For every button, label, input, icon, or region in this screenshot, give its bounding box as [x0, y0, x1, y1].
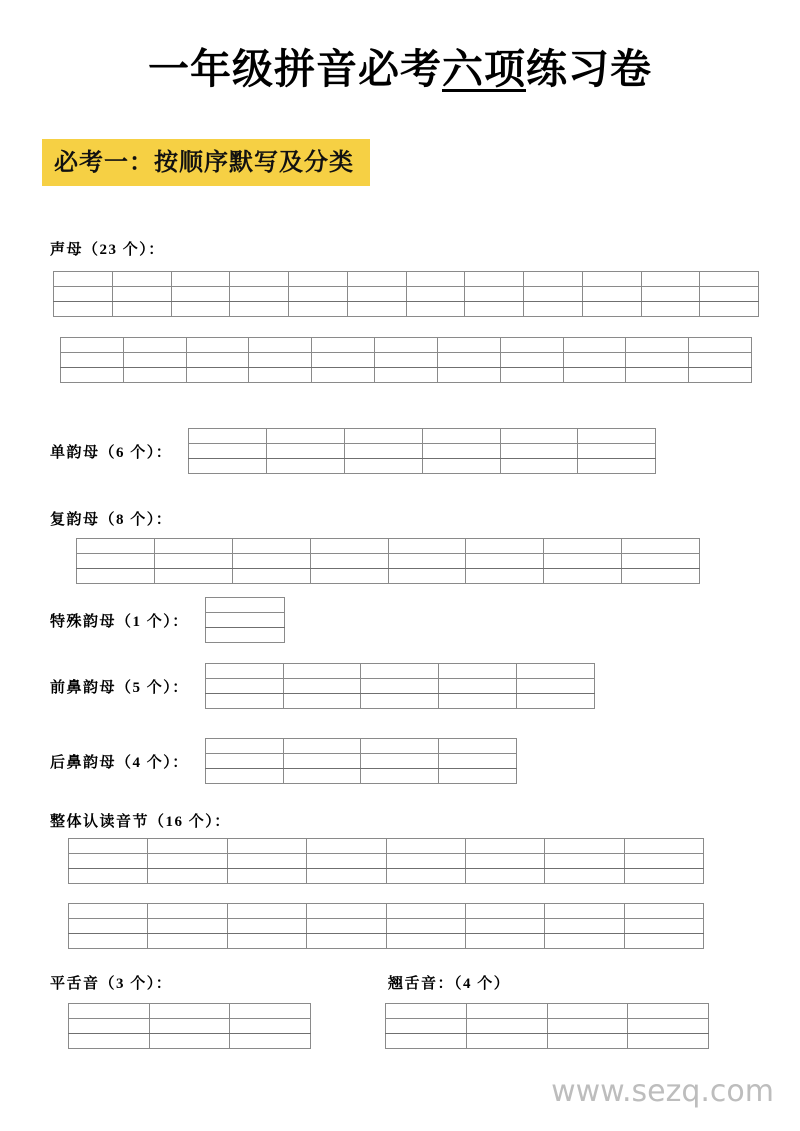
pinyin-grid-cell[interactable]	[388, 569, 466, 584]
pinyin-grid-cell[interactable]	[112, 302, 171, 317]
pinyin-grid-cell[interactable]	[232, 539, 310, 554]
pinyin-grid-cell[interactable]	[307, 919, 386, 934]
pinyin-grid-cell[interactable]	[626, 368, 689, 383]
pinyin-grid-row	[69, 869, 704, 884]
pinyin-grid-cell[interactable]	[689, 353, 752, 368]
pinyin-grid-cell[interactable]	[230, 1004, 311, 1019]
fuyunmu-grid-wrap	[76, 538, 700, 584]
pinyin-grid-cell[interactable]	[641, 302, 700, 317]
pinyin-grid-cell[interactable]	[205, 694, 283, 709]
qianbiyunmu-row	[50, 663, 595, 709]
pinyin-grid-row	[61, 338, 752, 353]
pinyin-grid-cell[interactable]	[439, 664, 517, 679]
pinyin-grid-cell[interactable]	[149, 1019, 230, 1034]
pinyin-grid[interactable]	[205, 597, 285, 643]
pinyin-grid-cell[interactable]	[500, 444, 578, 459]
pinyin-grid-cell[interactable]	[545, 854, 624, 869]
pinyin-grid[interactable]	[60, 337, 752, 383]
pinyin-grid-cell[interactable]	[347, 287, 406, 302]
pinyin-grid-cell[interactable]	[547, 1019, 628, 1034]
pinyin-grid-cell[interactable]	[227, 934, 306, 949]
pinyin-grid-cell[interactable]	[641, 287, 700, 302]
pinyin-grid-cell[interactable]	[524, 302, 583, 317]
pinyin-grid-cell[interactable]	[148, 904, 227, 919]
teshuyunmu-label: 特殊韵母（1 个）：	[50, 613, 189, 630]
fuyunmu-label: 复韵母（8 个）：	[50, 512, 173, 528]
pinyin-grid-cell[interactable]	[544, 539, 622, 554]
pinyin-grid-cell[interactable]	[112, 272, 171, 287]
pinyin-grid-cell[interactable]	[205, 613, 284, 628]
pinyin-grid-cell[interactable]	[227, 854, 306, 869]
section-banner-label: 必考一：按顺序默写及分类	[42, 139, 370, 186]
pinyin-grid-row	[69, 934, 704, 949]
pinyin-grid-row	[205, 664, 594, 679]
pinyin-grid-cell[interactable]	[624, 904, 703, 919]
pinyin-grid-cell[interactable]	[563, 353, 626, 368]
pinyin-grid-cell[interactable]	[69, 854, 148, 869]
qiaoshe-label: 翘舌音：（4 个）	[388, 976, 511, 992]
pinyin-grid-cell[interactable]	[361, 679, 439, 694]
pinyin-grid-cell[interactable]	[230, 287, 289, 302]
pinyin-grid-cell[interactable]	[307, 904, 386, 919]
pinyin-grid-cell[interactable]	[283, 739, 361, 754]
pinyin-grid-cell[interactable]	[563, 368, 626, 383]
pinyin-grid-cell[interactable]	[466, 1004, 547, 1019]
pinyin-grid-cell[interactable]	[310, 554, 388, 569]
fuyunmu-label-wrap	[50, 508, 172, 529]
pinyin-grid-cell[interactable]	[624, 919, 703, 934]
pinyin-grid-cell[interactable]	[622, 569, 700, 584]
pinyin-grid-cell[interactable]	[230, 302, 289, 317]
pinyin-grid-cell[interactable]	[524, 287, 583, 302]
pinyin-grid-row	[205, 739, 516, 754]
pinyin-grid-cell[interactable]	[148, 934, 227, 949]
pinyin-grid-cell[interactable]	[465, 302, 524, 317]
pinyin-grid-row	[69, 854, 704, 869]
pinyin-grid-cell[interactable]	[700, 272, 759, 287]
pinyin-grid-cell[interactable]	[61, 368, 124, 383]
pinyin-grid-cell[interactable]	[386, 839, 465, 854]
pinyin-grid-cell[interactable]	[283, 694, 361, 709]
pinyin-grid-cell[interactable]	[205, 664, 283, 679]
pinyin-grid-cell[interactable]	[312, 353, 375, 368]
pinyin-grid-row	[205, 694, 594, 709]
pinyin-grid-cell[interactable]	[624, 839, 703, 854]
pinyin-grid-cell[interactable]	[465, 919, 544, 934]
pinyin-grid-cell[interactable]	[171, 287, 230, 302]
pinyin-grid-cell[interactable]	[500, 338, 563, 353]
pingshe-label-wrap	[50, 972, 172, 993]
pinyin-grid-cell[interactable]	[578, 444, 656, 459]
pinyin-grid-cell[interactable]	[267, 459, 345, 474]
pinyin-grid-cell[interactable]	[524, 272, 583, 287]
pinyin-grid-cell[interactable]	[375, 353, 438, 368]
pinyin-grid-row	[61, 353, 752, 368]
pinyin-grid-cell[interactable]	[154, 569, 232, 584]
pinyin-grid-cell[interactable]	[123, 368, 186, 383]
pinyin-grid-cell[interactable]	[544, 569, 622, 584]
shengmu-grid-row-2	[60, 337, 752, 383]
pinyin-grid-cell[interactable]	[689, 338, 752, 353]
pinyin-grid-cell[interactable]	[622, 554, 700, 569]
page-title-part-2: 练习卷	[526, 45, 652, 93]
pinyin-grid-cell[interactable]	[112, 287, 171, 302]
pinyin-grid-cell[interactable]	[312, 338, 375, 353]
pinyin-grid-cell[interactable]	[307, 869, 386, 884]
pinyin-grid[interactable]	[76, 538, 700, 584]
pinyin-grid-cell[interactable]	[148, 869, 227, 884]
zhengtirendu-grid-row-2	[68, 903, 704, 949]
pinyin-grid-cell[interactable]	[388, 554, 466, 569]
pinyin-grid-cell[interactable]	[312, 368, 375, 383]
pinyin-grid-row	[189, 444, 656, 459]
pinyin-grid-row	[61, 368, 752, 383]
pinyin-grid-cell[interactable]	[545, 919, 624, 934]
pinyin-grid-cell[interactable]	[283, 754, 361, 769]
pinyin-grid-cell[interactable]	[148, 854, 227, 869]
pinyin-grid-cell[interactable]	[61, 338, 124, 353]
pinyin-grid[interactable]	[205, 738, 517, 784]
pinyin-grid-row	[69, 904, 704, 919]
pinyin-grid-cell[interactable]	[227, 839, 306, 854]
pinyin-grid-row	[205, 613, 284, 628]
pinyin-grid-cell[interactable]	[171, 272, 230, 287]
pinyin-grid-cell[interactable]	[689, 368, 752, 383]
pinyin-grid-cell[interactable]	[69, 919, 148, 934]
pinyin-grid-row	[54, 302, 759, 317]
pinyin-grid-cell[interactable]	[205, 679, 283, 694]
pinyin-grid-cell[interactable]	[289, 287, 348, 302]
pinyin-grid-cell[interactable]	[344, 429, 422, 444]
pinyin-grid-cell[interactable]	[307, 839, 386, 854]
pinyin-grid-cell[interactable]	[500, 353, 563, 368]
pinyin-grid-cell[interactable]	[230, 1019, 311, 1034]
pinyin-grid-cell[interactable]	[439, 769, 517, 784]
pinyin-grid-cell[interactable]	[283, 664, 361, 679]
pinyin-grid-cell[interactable]	[516, 679, 594, 694]
zhengtirendu-label: 整体认读音节（16 个）：	[50, 814, 231, 830]
pinyin-grid-cell[interactable]	[227, 904, 306, 919]
pinyin-grid-cell[interactable]	[386, 869, 465, 884]
pinyin-grid-cell[interactable]	[547, 1004, 628, 1019]
houbiyunmu-row	[50, 738, 517, 784]
pinyin-grid-cell[interactable]	[545, 934, 624, 949]
pinyin-grid-cell[interactable]	[205, 754, 283, 769]
pinyin-grid-cell[interactable]	[465, 934, 544, 949]
pinyin-grid-cell[interactable]	[289, 302, 348, 317]
pinyin-grid-cell[interactable]	[123, 338, 186, 353]
pinyin-grid-cell[interactable]	[230, 272, 289, 287]
pinyin-grid-cell[interactable]	[267, 444, 345, 459]
site-watermark: www.sezq.com	[551, 1074, 774, 1109]
pinyin-grid-cell[interactable]	[283, 769, 361, 784]
pinyin-grid-cell[interactable]	[69, 904, 148, 919]
pinyin-grid-cell[interactable]	[149, 1034, 230, 1049]
pinyin-grid-cell[interactable]	[249, 353, 312, 368]
pinyin-grid-cell[interactable]	[61, 353, 124, 368]
pinyin-grid-cell[interactable]	[500, 429, 578, 444]
pinyin-grid-cell[interactable]	[375, 368, 438, 383]
page-title-part-1: 一年级拼音必考	[148, 45, 442, 93]
pinyin-grid-cell[interactable]	[386, 854, 465, 869]
pinyin-grid-row	[69, 1004, 311, 1019]
pinyin-grid-cell[interactable]	[628, 1034, 709, 1049]
pinyin-grid-cell[interactable]	[310, 539, 388, 554]
pinyin-grid-cell[interactable]	[189, 429, 267, 444]
pinyin-grid-cell[interactable]	[626, 338, 689, 353]
pinyin-grid[interactable]	[188, 428, 656, 474]
pinyin-grid-cell[interactable]	[149, 1004, 230, 1019]
teshuyunmu-row	[50, 597, 285, 643]
pinyin-grid-cell[interactable]	[406, 302, 465, 317]
pinyin-grid-cell[interactable]	[148, 839, 227, 854]
pinyin-grid-cell[interactable]	[249, 368, 312, 383]
pinyin-grid-cell[interactable]	[437, 368, 500, 383]
pinyin-grid-cell[interactable]	[545, 869, 624, 884]
pinyin-grid-cell[interactable]	[544, 554, 622, 569]
page-title-underlined-part: 六项	[442, 45, 526, 93]
pinyin-grid-cell[interactable]	[500, 368, 563, 383]
pingshe-label: 平舌音（3 个）：	[50, 976, 173, 992]
pinyin-grid-row	[386, 1019, 709, 1034]
pinyin-grid-cell[interactable]	[69, 839, 148, 854]
zhengtirendu-grid-row-1	[68, 838, 704, 884]
pinyin-grid-cell[interactable]	[439, 679, 517, 694]
shengmu-grid-row-1	[53, 271, 759, 317]
pinyin-grid-cell[interactable]	[54, 287, 113, 302]
pinyin-grid-cell[interactable]	[347, 272, 406, 287]
pinyin-grid[interactable]	[53, 271, 759, 317]
pinyin-grid-cell[interactable]	[466, 569, 544, 584]
pinyin-grid-cell[interactable]	[628, 1019, 709, 1034]
pinyin-grid-cell[interactable]	[375, 338, 438, 353]
pinyin-grid-cell[interactable]	[578, 429, 656, 444]
pinyin-grid-cell[interactable]	[466, 1019, 547, 1034]
pinyin-grid[interactable]	[68, 838, 704, 884]
pinyin-grid-cell[interactable]	[69, 1019, 150, 1034]
pinyin-grid-cell[interactable]	[466, 539, 544, 554]
pinyin-grid-row	[205, 754, 516, 769]
pinyin-grid-cell[interactable]	[386, 919, 465, 934]
pinyin-grid-cell[interactable]	[437, 353, 500, 368]
pinyin-grid-row	[205, 679, 594, 694]
pinyin-grid-cell[interactable]	[465, 272, 524, 287]
pinyin-grid-row	[54, 287, 759, 302]
pinyin-grid-cell[interactable]	[386, 1019, 467, 1034]
pinyin-grid-cell[interactable]	[205, 769, 283, 784]
pinyin-grid-cell[interactable]	[148, 919, 227, 934]
qiaoshe-label-wrap	[388, 972, 510, 993]
pingshe-grid-wrap	[68, 1003, 311, 1049]
pinyin-grid-cell[interactable]	[267, 429, 345, 444]
pinyin-grid-cell[interactable]	[406, 272, 465, 287]
pinyin-grid-cell[interactable]	[386, 1034, 467, 1049]
pinyin-grid-cell[interactable]	[516, 694, 594, 709]
danyunmu-row	[50, 428, 656, 474]
pinyin-grid-cell[interactable]	[388, 539, 466, 554]
pinyin-grid-cell[interactable]	[465, 287, 524, 302]
pinyin-grid-cell[interactable]	[227, 869, 306, 884]
pinyin-grid-cell[interactable]	[516, 664, 594, 679]
pinyin-grid-row	[386, 1004, 709, 1019]
pinyin-grid-cell[interactable]	[624, 869, 703, 884]
pinyin-grid-cell[interactable]	[439, 694, 517, 709]
pinyin-grid-cell[interactable]	[154, 554, 232, 569]
pinyin-grid-cell[interactable]	[361, 664, 439, 679]
zhengtirendu-label-wrap	[50, 810, 231, 831]
pinyin-grid-cell[interactable]	[500, 459, 578, 474]
pinyin-grid-row	[77, 554, 700, 569]
pinyin-grid-cell[interactable]	[622, 539, 700, 554]
pinyin-grid-row	[69, 919, 704, 934]
pinyin-grid-row	[205, 628, 284, 643]
pinyin-grid-cell[interactable]	[361, 694, 439, 709]
pinyin-grid-cell[interactable]	[227, 919, 306, 934]
page-title	[148, 44, 652, 95]
pinyin-grid-cell[interactable]	[123, 353, 186, 368]
pinyin-grid-cell[interactable]	[624, 934, 703, 949]
pinyin-grid-row	[205, 598, 284, 613]
pinyin-grid-cell[interactable]	[54, 272, 113, 287]
page-title-area	[0, 0, 800, 95]
section-banner-row	[0, 139, 800, 186]
pinyin-grid-cell[interactable]	[624, 854, 703, 869]
pinyin-grid-cell[interactable]	[466, 554, 544, 569]
pinyin-grid-cell[interactable]	[700, 287, 759, 302]
pinyin-grid-cell[interactable]	[582, 287, 641, 302]
pinyin-grid-cell[interactable]	[439, 739, 517, 754]
qiaoshe-grid-wrap	[385, 1003, 709, 1049]
pinyin-grid-row	[189, 459, 656, 474]
pinyin-grid-cell[interactable]	[626, 353, 689, 368]
pinyin-grid-row	[69, 1019, 311, 1034]
pinyin-grid-cell[interactable]	[439, 754, 517, 769]
pinyin-grid-cell[interactable]	[386, 934, 465, 949]
qianbiyunmu-label: 前鼻韵母（5 个）：	[50, 679, 189, 696]
pinyin-grid-cell[interactable]	[230, 1034, 311, 1049]
pinyin-grid-cell[interactable]	[465, 869, 544, 884]
pinyin-grid[interactable]	[205, 663, 595, 709]
pinyin-grid-cell[interactable]	[386, 904, 465, 919]
pinyin-grid-cell[interactable]	[641, 272, 700, 287]
pinyin-grid-cell[interactable]	[361, 769, 439, 784]
pinyin-grid-cell[interactable]	[310, 569, 388, 584]
pinyin-grid-row	[77, 539, 700, 554]
pinyin-grid-cell[interactable]	[232, 569, 310, 584]
pinyin-grid-cell[interactable]	[307, 934, 386, 949]
pinyin-grid-cell[interactable]	[154, 539, 232, 554]
pinyin-grid-cell[interactable]	[422, 459, 500, 474]
pinyin-grid-cell[interactable]	[361, 754, 439, 769]
pinyin-grid-cell[interactable]	[361, 739, 439, 754]
pinyin-grid-cell[interactable]	[205, 628, 284, 643]
pinyin-grid-cell[interactable]	[171, 302, 230, 317]
pinyin-grid-cell[interactable]	[582, 272, 641, 287]
pinyin-grid-cell[interactable]	[466, 1034, 547, 1049]
pinyin-grid-row	[205, 769, 516, 784]
pinyin-grid-cell[interactable]	[465, 904, 544, 919]
pinyin-grid-cell[interactable]	[54, 302, 113, 317]
pinyin-grid-cell[interactable]	[186, 338, 249, 353]
pinyin-grid-row	[69, 839, 704, 854]
pinyin-grid-row	[69, 1034, 311, 1049]
pinyin-grid-cell[interactable]	[700, 302, 759, 317]
pinyin-grid-cell[interactable]	[189, 444, 267, 459]
pinyin-grid-cell[interactable]	[545, 904, 624, 919]
pinyin-grid-cell[interactable]	[69, 1004, 150, 1019]
pinyin-grid[interactable]	[68, 903, 704, 949]
pinyin-grid-row	[386, 1034, 709, 1049]
pinyin-grid-cell[interactable]	[386, 1004, 467, 1019]
pinyin-grid-cell[interactable]	[422, 429, 500, 444]
pinyin-grid-row	[77, 569, 700, 584]
pinyin-grid-cell[interactable]	[249, 338, 312, 353]
pinyin-grid-cell[interactable]	[69, 934, 148, 949]
pinyin-grid-row	[189, 429, 656, 444]
pinyin-grid-cell[interactable]	[205, 598, 284, 613]
pinyin-grid[interactable]	[385, 1003, 709, 1049]
pinyin-grid-cell[interactable]	[77, 554, 155, 569]
danyunmu-label: 单韵母（6 个）：	[50, 444, 173, 461]
shengmu-label-wrap	[50, 238, 165, 259]
pinyin-grid-cell[interactable]	[344, 444, 422, 459]
pinyin-grid-cell[interactable]	[406, 287, 465, 302]
pinyin-grid-cell[interactable]	[77, 569, 155, 584]
pinyin-grid-cell[interactable]	[547, 1034, 628, 1049]
pinyin-grid[interactable]	[68, 1003, 311, 1049]
pinyin-grid-cell[interactable]	[628, 1004, 709, 1019]
pinyin-grid-cell[interactable]	[344, 459, 422, 474]
pinyin-grid-row	[54, 272, 759, 287]
pinyin-grid-cell[interactable]	[347, 302, 406, 317]
pinyin-grid-cell[interactable]	[283, 679, 361, 694]
pinyin-grid-cell[interactable]	[289, 272, 348, 287]
pinyin-grid-cell[interactable]	[545, 839, 624, 854]
pinyin-grid-cell[interactable]	[205, 739, 283, 754]
pinyin-grid-cell[interactable]	[563, 338, 626, 353]
pinyin-grid-cell[interactable]	[465, 854, 544, 869]
pinyin-grid-cell[interactable]	[232, 554, 310, 569]
shengmu-label: 声母（23 个）：	[50, 242, 165, 258]
pinyin-grid-cell[interactable]	[422, 444, 500, 459]
pinyin-grid-cell[interactable]	[69, 1034, 150, 1049]
pinyin-grid-cell[interactable]	[77, 539, 155, 554]
houbiyunmu-label: 后鼻韵母（4 个）：	[50, 754, 189, 771]
pinyin-grid-cell[interactable]	[186, 368, 249, 383]
pinyin-grid-cell[interactable]	[186, 353, 249, 368]
pinyin-grid-cell[interactable]	[578, 459, 656, 474]
pinyin-grid-cell[interactable]	[437, 338, 500, 353]
pinyin-grid-cell[interactable]	[69, 869, 148, 884]
pinyin-grid-cell[interactable]	[582, 302, 641, 317]
pinyin-grid-cell[interactable]	[189, 459, 267, 474]
pinyin-grid-cell[interactable]	[307, 854, 386, 869]
pinyin-grid-cell[interactable]	[465, 839, 544, 854]
